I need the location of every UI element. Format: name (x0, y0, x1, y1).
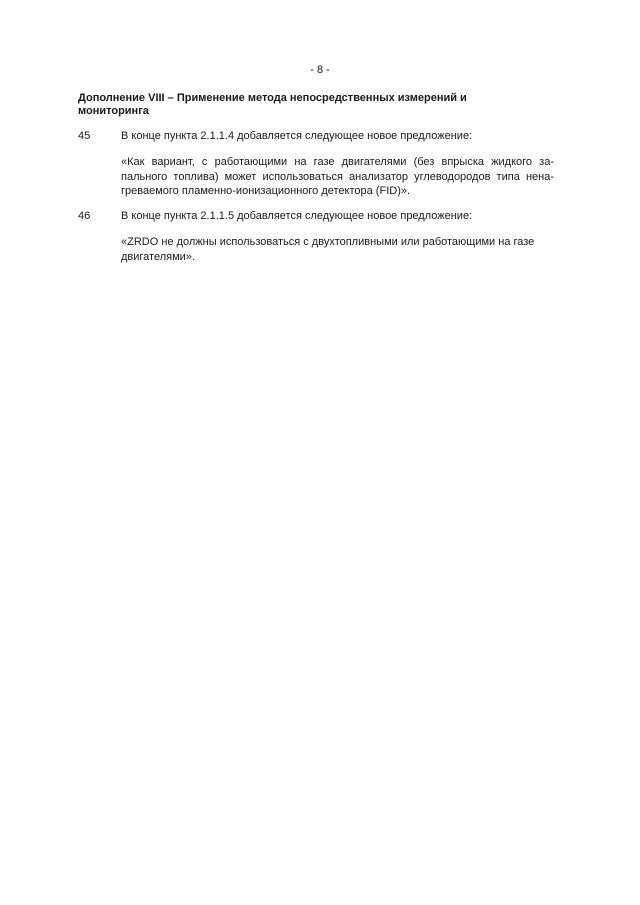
paragraph-text: В конце пункта 2.1.1.4 добавляется следующее новое предложение: (121, 130, 473, 142)
quote-line: «ZRDO не должны использоваться с двухтопливными или работающими на газе (121, 236, 535, 248)
quote-line: двигателями». (121, 250, 195, 263)
quote-block-45 (121, 155, 554, 199)
paragraph-text: В конце пункта 2.1.1.5 добавляется следующее новое предложение: (121, 210, 473, 222)
quote-block-46 (121, 235, 554, 264)
quote-line: греваемого пламенно-ионизационного детектора (FID)». (121, 185, 411, 197)
paragraph-number: 45 (78, 130, 91, 142)
quote-line: «Как вариант, с работающими на газе двигателями (без впрыска жидкого за- (121, 156, 554, 168)
paragraph-number: 46 (78, 210, 91, 222)
paragraph-46 (78, 209, 566, 223)
quote-line: пального топлива) может использоваться анализатор углеводородов типа нена- (121, 170, 554, 183)
paragraph-45 (78, 129, 566, 143)
section-heading: Дополнение VIII – Применение метода непосредственных измерений и мониторинга (78, 92, 467, 117)
page-number: - 8 - (310, 64, 330, 76)
